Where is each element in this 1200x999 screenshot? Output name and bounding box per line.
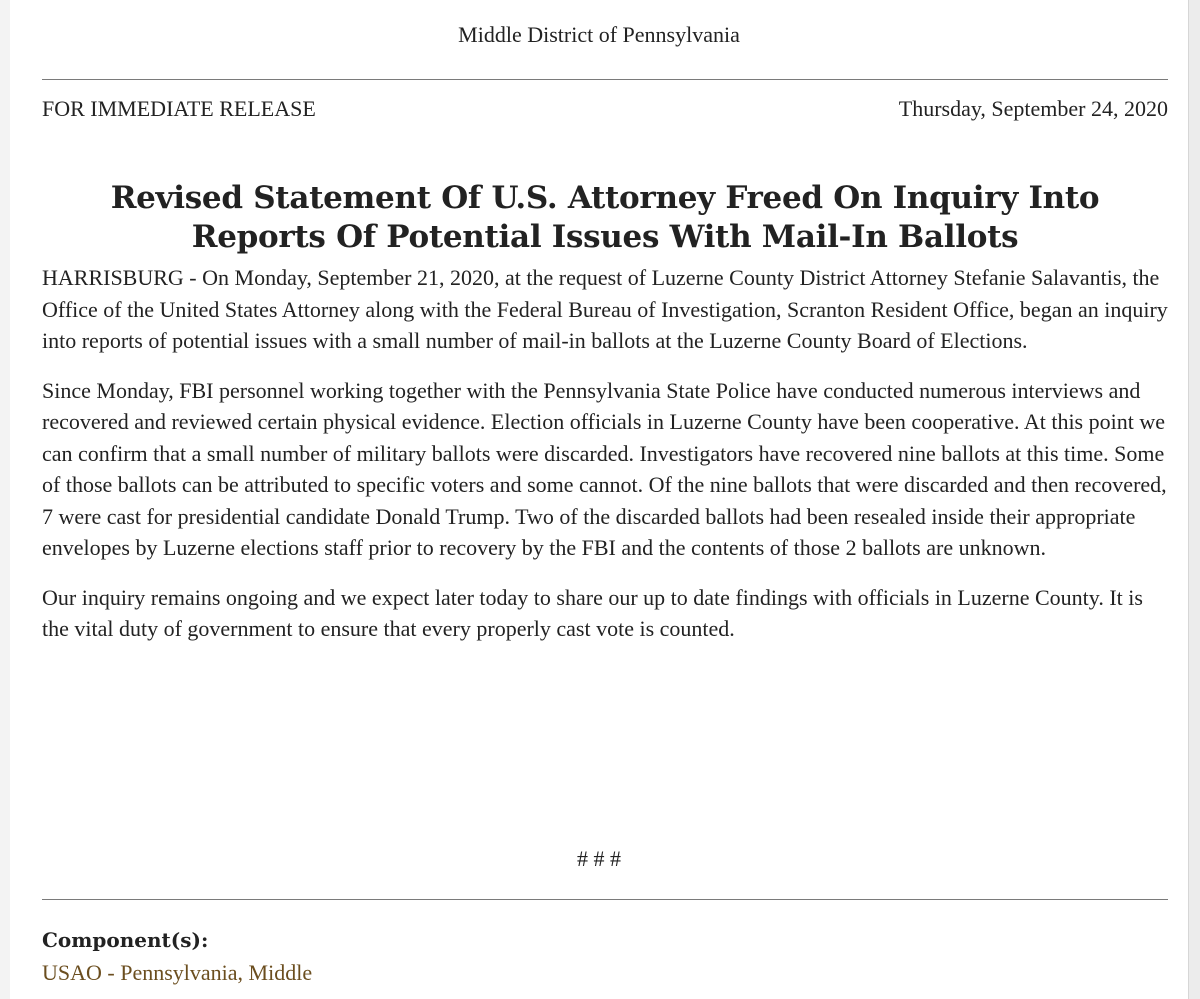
bottom-divider [42,899,1168,900]
component-link[interactable]: USAO - Pennsylvania, Middle [42,960,313,985]
release-label: FOR IMMEDIATE RELEASE [42,96,316,121]
page-edge [1188,0,1200,999]
press-release-page [10,0,1188,999]
top-divider [42,79,1168,80]
body-paragraph-2: Since Monday, FBI personnel working together with the Pennsylvania State Police have conducted numerous interviews and recovered and reviewed certain physical evidence. Election officials in Luzerne County have been cooperative. At this point we can confirm that a small number of military ballots were discarded. Investigators have recovered nine ballots at this time. Some of those ballots can be attributed to specific voters and some cannot. Of the nine ballots that were discarded and then recovered, 7 were cast for presidential candidate Donald Trump. Two of the discarded ballots had been resealed inside their appropriate envelopes by Luzerne elections staff prior to recovery by the FBI and the contents of those 2 ballots are unknown. [42,377,1167,560]
release-date: Thursday, September 24, 2020 [898,96,1168,121]
end-mark: # # # [577,846,621,871]
body-paragraph-3: Our inquiry remains ongoing and we expect later today to share our up to date findings with officials in Luzerne County. It is the vital duty of government to ensure that every properly cast vote is counted. [42,584,1143,641]
office-name: Middle District of Pennsylvania [458,22,740,47]
press-release-body [42,262,1168,663]
component-label: Component(s): [42,928,209,952]
body-paragraph-1: HARRISBURG - On Monday, September 21, 2020, at the request of Luzerne County District Attorney Stefanie Salavantis, the Office of the United States Attorney along with the Federal Bureau of Investigation, Scranton Resident Office, began an inquiry into reports of potential issues with a small number of mail-in ballots at the Luzerne County Board of Elections. [42,265,1168,353]
press-release-headline: Revised Statement Of U.S. Attorney Freed On Inquiry Into Reports Of Potential Issues With Mail-In Ballots [110,179,1100,255]
